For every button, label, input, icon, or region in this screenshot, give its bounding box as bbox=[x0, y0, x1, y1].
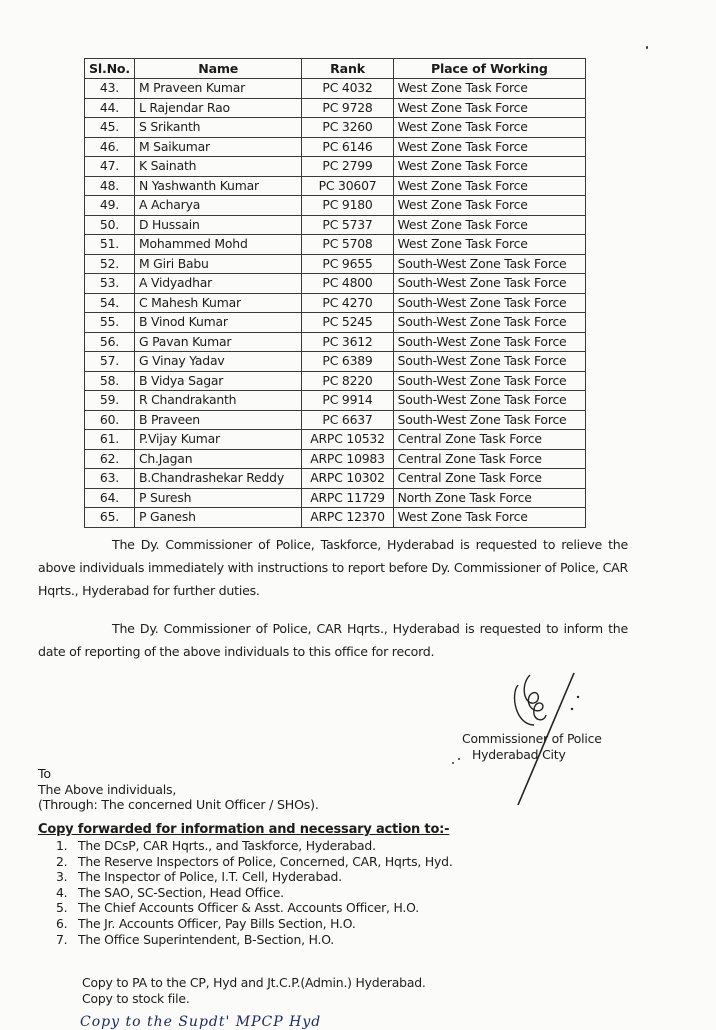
cell-name: P.Vijay Kumar bbox=[134, 430, 302, 450]
copy-list-item bbox=[56, 838, 453, 854]
cell-place: South-West Zone Task Force bbox=[393, 274, 585, 294]
table-row bbox=[85, 488, 586, 508]
cell-sl-no: 44. bbox=[85, 98, 135, 118]
cell-place: West Zone Task Force bbox=[393, 196, 585, 216]
cell-name: P Suresh bbox=[134, 488, 302, 508]
signatory-city: Hyderabad City bbox=[472, 747, 566, 762]
cell-rank: PC 5737 bbox=[302, 215, 393, 235]
cell-rank: ARPC 10302 bbox=[302, 469, 393, 489]
list-text: The Reserve Inspectors of Police, Concerned, CAR, Hqrts, Hyd. bbox=[78, 853, 453, 869]
cell-sl-no: 52. bbox=[85, 254, 135, 274]
cell-sl-no: 59. bbox=[85, 391, 135, 411]
cell-sl-no: 43. bbox=[85, 79, 135, 99]
cell-name: S Srikanth bbox=[134, 118, 302, 138]
cell-place: South-West Zone Task Force bbox=[393, 391, 585, 411]
cell-name: C Mahesh Kumar bbox=[134, 293, 302, 313]
cell-rank: PC 4032 bbox=[302, 79, 393, 99]
speck bbox=[452, 762, 454, 764]
cell-place: South-West Zone Task Force bbox=[393, 313, 585, 333]
speck bbox=[458, 758, 460, 760]
cell-place: West Zone Task Force bbox=[393, 215, 585, 235]
cell-place: West Zone Task Force bbox=[393, 176, 585, 196]
cell-name: B Praveen bbox=[134, 410, 302, 430]
header-place: Place of Working bbox=[393, 59, 585, 79]
cell-sl-no: 55. bbox=[85, 313, 135, 333]
list-number: 1. bbox=[56, 838, 68, 853]
list-number: 6. bbox=[56, 915, 68, 931]
copy-list-item bbox=[56, 869, 453, 885]
cell-name: B.Chandrashekar Reddy bbox=[134, 469, 302, 489]
cell-rank: PC 5708 bbox=[302, 235, 393, 255]
cell-name: K Sainath bbox=[134, 157, 302, 177]
addressee-block bbox=[38, 766, 319, 813]
cell-place: Central Zone Task Force bbox=[393, 449, 585, 469]
cell-sl-no: 45. bbox=[85, 118, 135, 138]
table-row bbox=[85, 391, 586, 411]
cell-name: M Saikumar bbox=[134, 137, 302, 157]
cell-place: South-West Zone Task Force bbox=[393, 293, 585, 313]
cell-rank: ARPC 11729 bbox=[302, 488, 393, 508]
signatory-title: Commissioner of Police bbox=[462, 731, 602, 746]
cell-sl-no: 48. bbox=[85, 176, 135, 196]
cell-name: N Yashwanth Kumar bbox=[134, 176, 302, 196]
table-row bbox=[85, 352, 586, 372]
cell-rank: PC 8220 bbox=[302, 371, 393, 391]
list-number: 7. bbox=[56, 931, 68, 947]
cell-place: North Zone Task Force bbox=[393, 488, 585, 508]
cell-sl-no: 57. bbox=[85, 352, 135, 372]
cell-name: L Rajendar Rao bbox=[134, 98, 302, 118]
cell-place: South-West Zone Task Force bbox=[393, 371, 585, 391]
table-row bbox=[85, 254, 586, 274]
cell-sl-no: 50. bbox=[85, 215, 135, 235]
list-text: The Chief Accounts Officer & Asst. Accounts Officer, H.O. bbox=[78, 900, 419, 916]
copy-forwarded-list bbox=[56, 838, 453, 947]
header-name: Name bbox=[134, 59, 302, 79]
cell-sl-no: 47. bbox=[85, 157, 135, 177]
table-row bbox=[85, 449, 586, 469]
copy-forwarded-heading: Copy forwarded for information and necessary action to:- bbox=[38, 822, 450, 837]
addressee-line1: The Above individuals, bbox=[38, 781, 177, 797]
cell-rank: PC 3260 bbox=[302, 118, 393, 138]
cell-place: South-West Zone Task Force bbox=[393, 352, 585, 372]
list-number: 5. bbox=[56, 900, 68, 916]
table-row bbox=[85, 176, 586, 196]
cell-rank: ARPC 10532 bbox=[302, 430, 393, 450]
cell-place: West Zone Task Force bbox=[393, 157, 585, 177]
paragraph-relieve-text: The Dy. Commissioner of Police, Taskforce, Hyderabad is requested to relieve the above individuals immediately with instructions to report before Dy. Commissioner of Police, CAR Hqrts., Hyderabad for further duties. bbox=[38, 537, 628, 598]
cell-rank: PC 2799 bbox=[302, 157, 393, 177]
table-row bbox=[85, 157, 586, 177]
cell-name: R Chandrakanth bbox=[134, 391, 302, 411]
cell-rank: PC 3612 bbox=[302, 332, 393, 352]
table-header-row bbox=[85, 59, 586, 79]
cell-place: West Zone Task Force bbox=[393, 118, 585, 138]
cell-rank: PC 6389 bbox=[302, 352, 393, 372]
cell-sl-no: 46. bbox=[85, 137, 135, 157]
table-row bbox=[85, 215, 586, 235]
personnel-table bbox=[84, 58, 586, 528]
cell-rank: ARPC 12370 bbox=[302, 508, 393, 528]
cell-name: A Vidyadhar bbox=[134, 274, 302, 294]
table-row bbox=[85, 410, 586, 430]
table-row bbox=[85, 508, 586, 528]
copy-list-item bbox=[56, 916, 453, 932]
table-row bbox=[85, 293, 586, 313]
header-rank: Rank bbox=[302, 59, 393, 79]
cell-place: West Zone Task Force bbox=[393, 137, 585, 157]
table-row bbox=[85, 313, 586, 333]
list-text: The SAO, SC-Section, Head Office. bbox=[78, 884, 284, 900]
table-row bbox=[85, 118, 586, 138]
cell-rank: PC 9180 bbox=[302, 196, 393, 216]
cell-rank: PC 6146 bbox=[302, 137, 393, 157]
cell-name: Ch.Jagan bbox=[134, 449, 302, 469]
table-body bbox=[85, 79, 586, 528]
cell-rank: PC 30607 bbox=[302, 176, 393, 196]
speck bbox=[646, 46, 648, 49]
paragraph-relieve-instruction bbox=[38, 533, 628, 602]
list-text: The Inspector of Police, I.T. Cell, Hyderabad. bbox=[78, 869, 342, 885]
cell-sl-no: 61. bbox=[85, 430, 135, 450]
cell-place: West Zone Task Force bbox=[393, 508, 585, 528]
cell-name: D Hussain bbox=[134, 215, 302, 235]
cell-sl-no: 60. bbox=[85, 410, 135, 430]
cell-rank: ARPC 10983 bbox=[302, 449, 393, 469]
cell-sl-no: 58. bbox=[85, 371, 135, 391]
extra-copies bbox=[82, 975, 426, 1006]
cell-place: Central Zone Task Force bbox=[393, 430, 585, 450]
cell-sl-no: 64. bbox=[85, 488, 135, 508]
copy-list-item bbox=[56, 885, 453, 901]
cell-name: M Giri Babu bbox=[134, 254, 302, 274]
cell-place: South-West Zone Task Force bbox=[393, 254, 585, 274]
cell-place: West Zone Task Force bbox=[393, 235, 585, 255]
copy-list-item bbox=[56, 854, 453, 870]
cell-sl-no: 53. bbox=[85, 274, 135, 294]
cell-sl-no: 51. bbox=[85, 235, 135, 255]
cell-sl-no: 54. bbox=[85, 293, 135, 313]
cell-rank: PC 4270 bbox=[302, 293, 393, 313]
cell-name: B Vinod Kumar bbox=[134, 313, 302, 333]
list-text: The Jr. Accounts Officer, Pay Bills Section, H.O. bbox=[78, 915, 356, 931]
paragraph-reporting-text: The Dy. Commissioner of Police, CAR Hqrts., Hyderabad is requested to inform the date of reporting of the above individuals to this office for record. bbox=[38, 621, 628, 659]
table-row bbox=[85, 274, 586, 294]
list-number: 4. bbox=[56, 884, 68, 900]
cell-rank: PC 9728 bbox=[302, 98, 393, 118]
cell-place: Central Zone Task Force bbox=[393, 469, 585, 489]
cell-sl-no: 62. bbox=[85, 449, 135, 469]
copy-to-stock-file: Copy to stock file. bbox=[82, 990, 190, 1006]
copy-list-item bbox=[56, 932, 453, 948]
cell-name: B Vidya Sagar bbox=[134, 371, 302, 391]
cell-rank: PC 5245 bbox=[302, 313, 393, 333]
list-text: The Office Superintendent, B-Section, H.O. bbox=[78, 931, 334, 947]
cell-name: G Pavan Kumar bbox=[134, 332, 302, 352]
table-row bbox=[85, 430, 586, 450]
table-row bbox=[85, 371, 586, 391]
table-row bbox=[85, 79, 586, 99]
cell-place: West Zone Task Force bbox=[393, 98, 585, 118]
cell-sl-no: 65. bbox=[85, 508, 135, 528]
cell-rank: PC 9655 bbox=[302, 254, 393, 274]
copy-to-pa: Copy to PA to the CP, Hyd and Jt.C.P.(Admin.) Hyderabad. bbox=[82, 975, 426, 990]
addressee-to: To bbox=[38, 766, 51, 781]
cell-place: South-West Zone Task Force bbox=[393, 332, 585, 352]
list-number: 3. bbox=[56, 869, 68, 885]
list-number: 2. bbox=[56, 853, 68, 869]
cell-name: P Ganesh bbox=[134, 508, 302, 528]
cell-sl-no: 56. bbox=[85, 332, 135, 352]
table-row bbox=[85, 469, 586, 489]
signatory-block bbox=[462, 731, 622, 763]
cell-name: G Vinay Yadav bbox=[134, 352, 302, 372]
addressee-line2: (Through: The concerned Unit Officer / SHOs). bbox=[38, 797, 319, 812]
table-row bbox=[85, 196, 586, 216]
table-row bbox=[85, 332, 586, 352]
cell-name: M Praveen Kumar bbox=[134, 79, 302, 99]
cell-place: South-West Zone Task Force bbox=[393, 410, 585, 430]
list-text: The DCsP, CAR Hqrts., and Taskforce, Hyderabad. bbox=[78, 838, 376, 853]
cell-name: Mohammed Mohd bbox=[134, 235, 302, 255]
table-row bbox=[85, 98, 586, 118]
cell-rank: PC 6637 bbox=[302, 410, 393, 430]
cell-name: A Acharya bbox=[134, 196, 302, 216]
table-row bbox=[85, 137, 586, 157]
cell-sl-no: 49. bbox=[85, 196, 135, 216]
header-sl-no: Sl.No. bbox=[85, 59, 135, 79]
table-row bbox=[85, 235, 586, 255]
cell-place: West Zone Task Force bbox=[393, 79, 585, 99]
cell-sl-no: 63. bbox=[85, 469, 135, 489]
cell-rank: PC 4800 bbox=[302, 274, 393, 294]
paragraph-reporting-instruction bbox=[38, 617, 628, 663]
handwritten-note: Copy to the Supdt' MPCP Hyd bbox=[80, 1014, 322, 1030]
copy-list-item bbox=[56, 900, 453, 916]
cell-rank: PC 9914 bbox=[302, 391, 393, 411]
